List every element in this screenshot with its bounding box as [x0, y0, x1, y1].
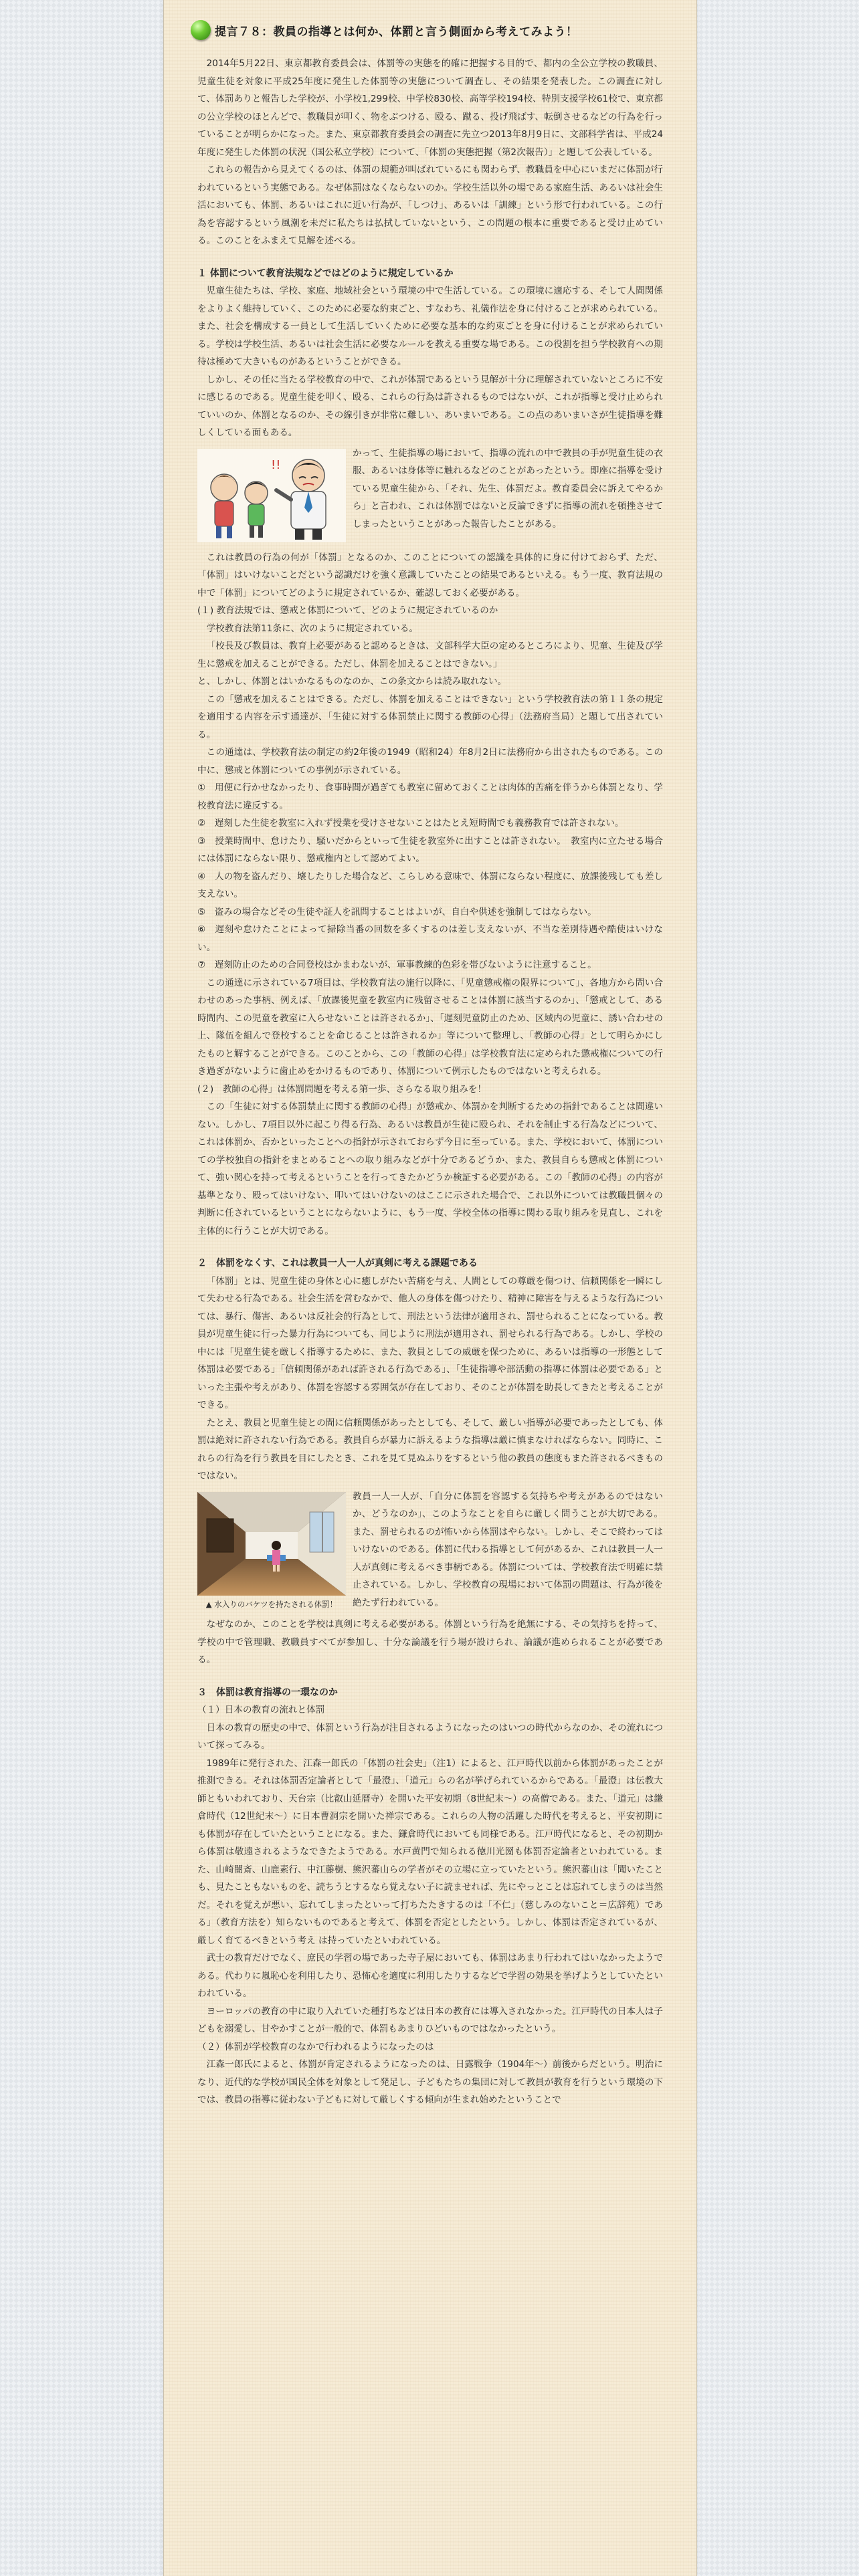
photo-caption: ▲ 水入りのバケツを持たされる体罰！	[205, 1599, 338, 1609]
section-paragraph: しかし、その任に当たる学校教育の中で、これが体罰であるという見解が十分に理解されていないところに不安に感じるのである。児童生徒を叩く、殴る、これらの行為は許されるものではないが、これが指導と受け止められていいのか、体罰となるのか、その線引きが非常に難しい、あいまいである。この点のあいまいさが生徒指導を難しくしている面もある。	[197, 374, 663, 438]
list-item: ③ 授業時間中、怠けたり、騒いだからといって生徒を教室外に出すことは許されない。 教室内に立たせる場合には体罰にならない限り、懲戒権内として認めてよい。	[197, 835, 663, 864]
section-paragraph: 学校教育法第11条に、次のように規定されている。	[206, 623, 418, 634]
section-paragraph: 日本の教育の歴史の中で、体罰という行為が注目されるようになったのはいつの時代からなのか、その流れについて探ってみる。	[197, 1722, 663, 1751]
law-quote: 「校長及び教員は、教育上必要があると認めるときは、文部科学大臣の定めるところにより、児童、生徒及び学生に懲戒を加えることができる。ただし、体罰を加えることはできない。」	[197, 641, 663, 669]
list-item: ⑤ 盗みの場合などその生徒や証人を訊問することはよいが、自白や供述を強制してはならない。	[197, 906, 597, 918]
section-paragraph: なぜなのか、このことを学校は真剣に考える必要がある。体罰という行為を絶無にする、その気持ちを持って、学校の中で管理職、教職員すべてが参加し、十分な論議を行う場が設けられ、論議が進められることが必要である。	[197, 1619, 663, 1665]
section-paragraph: 1989年に発行された、江森一郎氏の「体罰の社会史」（注1）によると、江戸時代以前から体罰があったことが推測できる。それは体罰否定論者として「最澄」、「道元」らの名が挙げられているからである。「最澄」は伝教大師ともいわれており、天台宗（比叡山延暦寺）を開いた平安初期（8世紀末〜）の高僧である。また、「道元」は鎌倉時代（12世紀末〜）に日本曹洞宗を開いた禅宗である。これらの人物の活躍した時代を考えると、平安初期にも体罰が存在していたということになる。また、鎌倉時代においても同様である。江戸時代になると、その初期から体罰は敬遠されるようなできたようである。水戸黄門で知られる徳川光圀も体罰否定論者といわれている。また、山崎闇斎、山鹿素行、中江藤樹、熊沢蕃山らの学者がその立場に立っていたという。熊沢蕃山は「聞いたことも、見たこともないものを、読ちうとするなら覚えない子に読ませれば、先にやっとことは忘れてしまうのは当然だ。それを覚えが悪い、忘れてしまったといって打ちたたきするのは「不仁」（慈しみのないこと＝広辞苑）である」（教育方法を）知らないものであると考えて、体罰を否定としたという。しかし、体罰は否定されているが、厳しく育てるべきという考え は持っていたといわれている。	[197, 1757, 663, 1946]
page-title: 提言７８：教員の指導とは何か、体罰と言う側面から考えてみよう！	[215, 25, 578, 39]
subsection-heading: (２) 教師の心得」は体罰問題を考える第一歩、さらなる取り組みを！	[197, 1083, 487, 1095]
subsection-heading: （１）日本の教育の流れと体罰	[197, 1705, 325, 1715]
section-heading: ３ 体罰は教育指導の一環なのか	[197, 1687, 338, 1698]
section-paragraph: 児童生徒たちは、学校、家庭、地域社会という環境の中で生活している。この環境に適応する、そして人間関係をよりよく維持していく、このために必要な約束ごと、すなわち、礼儀作法を身に付けることが求められている。また、社会を構成する一員として生活していくために必要な基本的な約束ごとを身に付けることが求められている。学校は学校生活、あるいは社会生活に必要なルールを教える重要な場である。この役割を担う学校教育への期待は極めて大きいものがあるということができる。	[197, 286, 663, 367]
section-paragraph: この通達に示されている7項目は、学校教育法の施行以降に、「児童懲戒権の限界について」、各地方から問い合わせのあった事柄、例えば、「放課後児童を教室内に残留させることは体罰に該当するのか」、「懲戒として、ある時間内、この児童を教室に入らせないことは許されるか」、「遅刻児童防止のため、区域内の児童に、誘い合わせの上、隊伍を組んで登校することを命じることは許されるか」等について整理し、「教師の心得」として明らかにしたものと解することができる。このことから、この「教師の心得」は学校教育法に定められた懲戒権についての行き過ぎがないように歯止めをかけるものであり、体罰について例示したものではないと考えられる。	[197, 977, 663, 1077]
document-page	[164, 0, 696, 2576]
photo-figure-block	[197, 1488, 663, 1612]
section-paragraph: この「生徒に対する体罰禁止に関する教師の心得」が懲戒か、体罰かを判断するための指針であることは間違いない。しかし、7項目以外に起こり得る行為、あるいは教員が生徒に殴られ、それを制止する行為などについて、これは体罰か、否かといったことへの指針が示されておらず今日に至っている。また、学校において、体罰についての学校独自の指針をまとめることへの取り組みなどが十分であるどうか、また、教員自らも懲戒と体罰について、強い関心を持って考えるということを行ってきたかどうか検証する必要がある。この「教師の心得」の内容が基準となり、殴ってはいけない、叩いてはいけないのはここに示された場合で、これ以外については教職員個々の判断に任されているということにならないように、もう一度、学校全体の指導に関わる取り組みを見直し、これを主体的に行うことが大切である。	[197, 1101, 663, 1237]
green-ball-icon	[191, 20, 211, 40]
section-paragraph: ヨーロッパの教育の中に取り入れていた種打ちなどは日本の教育には導入されなかった。江戸時代の日本人は子どもを溺愛し、甘やかすことが一般的で、体罰もあまりひどいものではなかったという。	[197, 2006, 663, 2034]
subsection-heading: (１) 教育法規では、懲戒と体罰について、どのように規定されているのか	[197, 605, 498, 616]
section-paragraph: 武士の教育だけでなく、庶民の学習の場であった寺子屋においても、体罰はあまり行われてはいなかったようである。代わりに嵐恥心を利用したり、恐怖心を適度に利用したりするなどで学習の効果を挙げようとしていたといわれている。	[197, 1953, 663, 1999]
float-paragraph: 教員一人一人が、「自分に体罰を容認する気持ちや考えがあるのではないか、どうなのか」、このようなことを自らに厳しく問うことが大切である。また、罰せられるのが怖いから体罰はやらない。しかし、そこで終わってはいけないのである。体罰に代わる指導として何があるか、これは教員一人一人が真剣に考えるべき事柄である。体罰については、学校教育法で明確に禁止されている。しかし、学校教育の現場において体罰の問題は、行為が後を絶たず行われている。	[353, 1491, 663, 1608]
section-paragraph: 「体罰」とは、児童生徒の身体と心に癒しがたい苦痛を与え、人間としての尊厳を傷つけ、信頼関係を一瞬にして失わせる行為である。社会生活を営むなかで、他人の身体を傷つけたり、精神に障害を与えるような行為については、暴行、傷害、あるいは反社会的行為として、刑法という法律が適用され、罰せられることになっている。教員が児童生徒に行った暴力行為についても、同じように刑法が適用され、罰せられる行為である。しかし、学校の中には「児童生徒を厳しく指導するために、また、教員としての威厳を保つために、あるいは指導の一形態として体罰は必要である」「信頼関係があれば許される行為である」、「生徒指導や部活動の指導に体罰は必要である」といった主張や考えがあり、体罰を容認する雰囲気が存在しており、そのことが体罰を助長してきたと考えることができる。	[197, 1275, 663, 1410]
section-paragraph: たとえ、教員と児童生徒との間に信頼関係があったとしても、そして、厳しい指導が必要であったとしても、体罰は絶対に許されない行為である。教員自らが暴力に訴えるような指導は厳に慎まなければならない。同時に、これらの行為を行う教員を目にしたとき、これを見て見ぬふりをするという他の教員の態度もまた許されるべきものではない。	[197, 1417, 663, 1481]
list-item: ④ 人の物を盗んだり、壊したりした場合など、こらしめる意味で、体罰にならない程度に、放課後残しても差し支えない。	[197, 871, 663, 899]
section-heading: １ 体罰について教育法規などではどのように規定しているか	[197, 267, 454, 279]
hallway-photo-figure	[197, 1492, 346, 1610]
subsection-heading: （２）体罰が学校教育のなかで行われるようになったのは	[197, 2041, 434, 2052]
intro-paragraph: これらの報告から見えてくるのは、体罰の規範が叫ばれているにも関わらず、教職員を中心にいまだに体罰が行われているという実態である。なぜ体罰はなくならないのか。学校生活以外の場である家庭生活、あるいは社会生活においても、体罰、あるいはこれに近い行為が、「しつけ」、あるいは「訓練」という形で行われている。この行為を容認するという風潮を未だに私たちは払拭していないという、この問題の根本に重要であると受け止めている。このことをふまえて見解を述べる。	[197, 165, 663, 246]
section-paragraph: この通達は、学校教育法の制定の約2年後の1949（昭和24）年8月2日に法務府から出されたものである。この中に、懲戒と体罰についての事例が示されている。	[197, 747, 663, 776]
float-paragraph: かって、生徒指導の場において、指導の流れの中で教員の手が児童生徒の衣服、あるいは身体等に触れるなどのことがあったという。即座に指導を受けている児童生徒から、「それ、先生、体罰だよ。教育委員会に訴えてやるから」と言われ、これは体罰ではないと反論できずに指導の流れを頓挫させてしまったということがあった報告したことがある。	[353, 447, 663, 530]
hallway-photo-icon	[197, 1492, 346, 1596]
list-item: ② 遅刻した生徒を教室に入れず授業を受けさせないことはたとえ短時間でも義務教育では許されない。	[197, 818, 624, 829]
list-item: ⑥ 遅刻や怠けたことによって掃除当番の回数を多くするのは差し支えないが、不当な差別待遇や酷使はいけない。	[197, 924, 663, 953]
svg-text:!!: !!	[271, 457, 281, 472]
section-paragraph: と、しかし、体罰とはいかなるものなのか、この条文からは読み取れない。	[197, 676, 507, 687]
section-heading: ２ 体罰をなくす、これは教員一人一人が真剣に考える課題である	[197, 1258, 478, 1269]
section-paragraph: 江森一郎氏によると、体罰が肯定されるようになったのは、日露戦争（1904年〜）前後からだという。明治になり、近代的な学校が国民全体を対象として発足し、子どもたちの集団に対して教員が教育を行うという環境の下では、教員の指導に従わない子どもに対して厳しくする傾向が生まれ始めたということで	[197, 2059, 663, 2105]
teacher-student-cartoon	[197, 449, 346, 545]
section-paragraph: これは教員の行為の何が「体罰」となるのか、このことについての認識を具体的に身に付けておらず、ただ、「体罰」はいけないことだという認識だけを強く意識していたことの結果であるといえる。もう一度、教育法規の中で「体罰」についてどのように規定されているか、確認しておく必要がある。	[197, 552, 663, 599]
cartoon-illustration-icon	[197, 449, 346, 542]
list-item: ① 用便に行かせなかったり、食事時間が過ぎても教室に留めておくことは肉体的苦痛を伴うから体罰となり、学校教育法に違反する。	[197, 782, 663, 811]
intro-paragraph: 2014年5月22日、東京都教育委員会は、体罰等の実態を的確に把握する目的で、都内の全公立学校の教職員、児童生徒を対象に平成25年度に発生した体罰等の実態について調査し、その結果を発表した。この調査に対して、体罰ありと報告した学校が、小学校1,299校、中学校830校、高等学校194校、特別支援学校61校で、東京都の公立学校のほとんどで、教職員が叩く、物をぶつける、殴る、蹴る、投げ飛ばす、転倒させるなどの行為を行っていることが明らかになった。また、東京都教育委員会の調査に先立つ2013年8月9日に、文部科学省は、平成24年度に発生した体罰の状況（国公私立学校）について、「体罰の実態把握（第2次報告）」と題して公表している。	[197, 58, 663, 158]
section-paragraph: この「懲戒を加えることはできる。ただし、体罰を加えることはできない」という学校教育法の第１１条の規定を適用する内容を示す通達が、「生徒に対する体罰禁止に関する教師の心得」（法務府当局）と題して出されている。	[197, 693, 663, 740]
cartoon-figure-block	[197, 445, 663, 545]
title-row	[191, 20, 663, 40]
list-item: ⑦ 遅刻防止のための合同登校はかまわないが、軍事教練的色彩を帯びないように注意すること。	[197, 960, 597, 970]
